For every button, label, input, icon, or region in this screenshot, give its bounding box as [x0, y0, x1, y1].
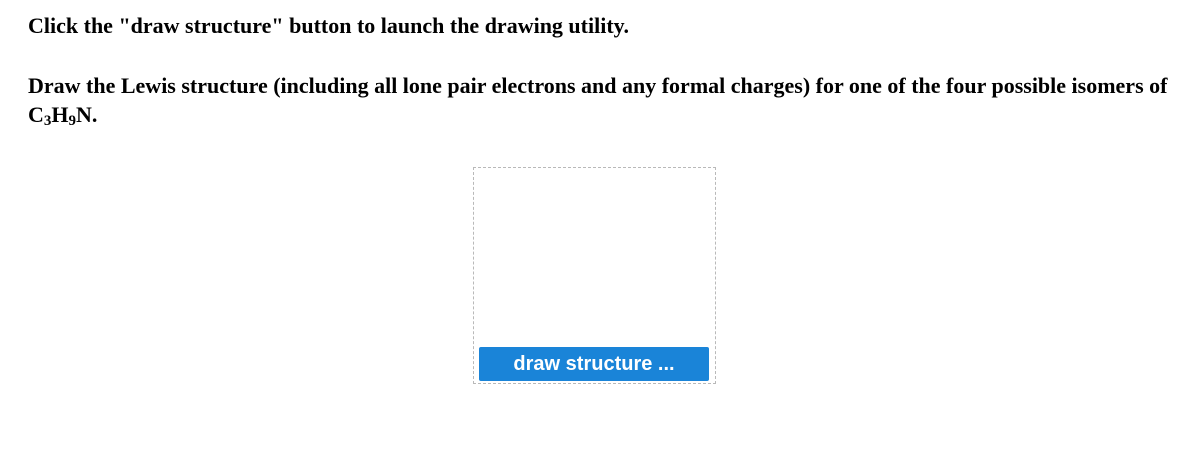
formula-carbon: C [28, 102, 44, 127]
molecular-formula [28, 102, 92, 127]
instruction-text: Click the "draw structure" button to launch the drawing utility. [28, 13, 629, 38]
question-text [28, 71, 1178, 129]
formula-hydrogen: H [51, 102, 69, 127]
formula-hydrogen-count: 9 [68, 113, 77, 129]
draw-structure-button[interactable]: draw structure ... [479, 347, 709, 381]
question-prompt: Draw the Lewis structure (including all lone pair electrons and any formal charges) for one of the four possible isomers of [28, 73, 1168, 98]
formula-nitrogen: N [76, 102, 92, 127]
question-period: . [91, 102, 98, 127]
formula-carbon-count: 3 [43, 113, 52, 129]
